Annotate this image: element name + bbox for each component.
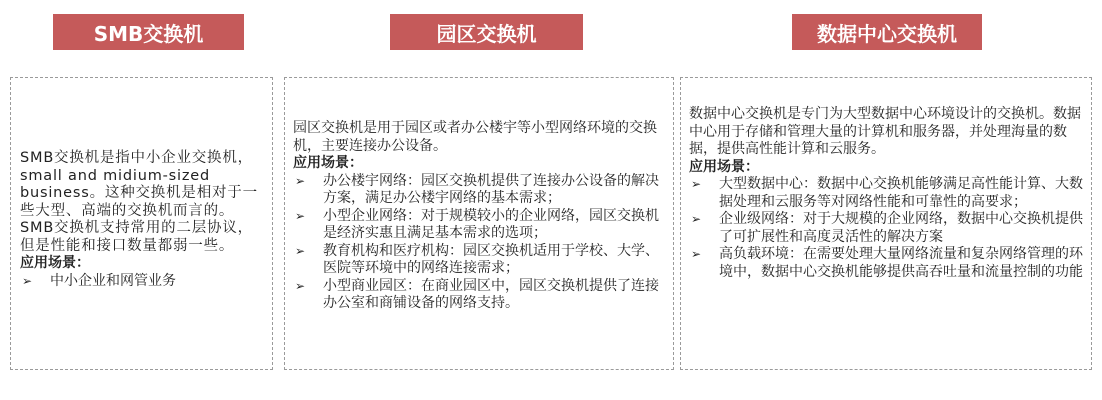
datacenter-switch-header: 数据中心交换机 xyxy=(792,14,982,50)
campus-switch-card xyxy=(284,77,674,370)
list-item xyxy=(20,273,266,291)
list-item-text: 教育机构和医疗机构：园区交换机适用于学校、大学、医院等环境中的网络连接需求； xyxy=(323,242,659,276)
smb-switch-header: SMB交换机 xyxy=(53,14,244,50)
list-item-text: 企业级网络：对于大规模的企业网络，数据中心交换机提供了可扩展性和高度灵活性的解决方案 xyxy=(719,211,1083,245)
arrow-bullet-icon: ➢ xyxy=(295,278,306,293)
list-item-text: 中小企业和网管业务 xyxy=(50,272,176,289)
arrow-bullet-icon: ➢ xyxy=(22,273,33,288)
arrow-bullet-icon: ➢ xyxy=(295,208,306,223)
list-item xyxy=(689,211,1083,246)
campus-scene-label: 应用场景： xyxy=(293,155,363,171)
arrow-bullet-icon: ➢ xyxy=(691,212,702,226)
arrow-bullet-icon: ➢ xyxy=(295,173,306,188)
smb-scene-label: 应用场景： xyxy=(20,255,90,271)
list-item xyxy=(293,278,665,313)
datacenter-scene-label: 应用场景： xyxy=(689,158,759,175)
arrow-bullet-icon: ➢ xyxy=(691,247,702,261)
campus-switch-header: 园区交换机 xyxy=(390,14,583,50)
smb-switch-description: SMB交换机是指中小企业交换机，small and midium-sized business。这种交换机是相对于一些大型、高端的交换机而言的。SMB交换机支持常用的二层协议，但是性能和接口数量都弱一些。 xyxy=(20,150,258,254)
list-item xyxy=(689,176,1083,211)
list-item xyxy=(293,173,665,208)
campus-scene-list xyxy=(293,173,665,313)
campus-switch-description: 园区交换机是用于园区或者办公楼宇等小型网络环境的交换机，主要连接办公设备。 xyxy=(293,120,657,154)
arrow-bullet-icon: ➢ xyxy=(295,243,306,258)
list-item-text: 高负载环境：在需要处理大量网络流量和复杂网络管理的环境中，数据中心交换机能够提供高吞吐量和流量控制的功能 xyxy=(719,246,1083,280)
list-item xyxy=(293,243,665,278)
datacenter-switch-description: 数据中心交换机是专门为大型数据中心环境设计的交换机。数据中心用于存储和管理大量的计算机和服务器，并处理海量的数据，提供高性能计算和云服务。 xyxy=(689,106,1081,157)
datacenter-scene-list xyxy=(689,176,1083,281)
list-item-text: 办公楼宇网络：园区交换机提供了连接办公设备的解决方案，满足办公楼宇网络的基本需求； xyxy=(323,172,659,206)
smb-switch-card xyxy=(10,77,273,370)
list-item-text: 大型数据中心：数据中心交换机能够满足高性能计算、大数据处理和云服务等对网络性能和可靠性的高要求； xyxy=(719,176,1083,210)
list-item-text: 小型商业园区：在商业园区中，园区交换机提供了连接办公室和商铺设备的网络支持。 xyxy=(323,277,659,311)
smb-scene-list xyxy=(20,273,266,291)
list-item xyxy=(689,246,1083,281)
list-item-text: 小型企业网络：对于规模较小的企业网络，园区交换机是经济实惠且满足基本需求的选项； xyxy=(323,207,659,241)
arrow-bullet-icon: ➢ xyxy=(691,177,702,191)
datacenter-switch-card xyxy=(680,77,1092,370)
list-item xyxy=(293,208,665,243)
